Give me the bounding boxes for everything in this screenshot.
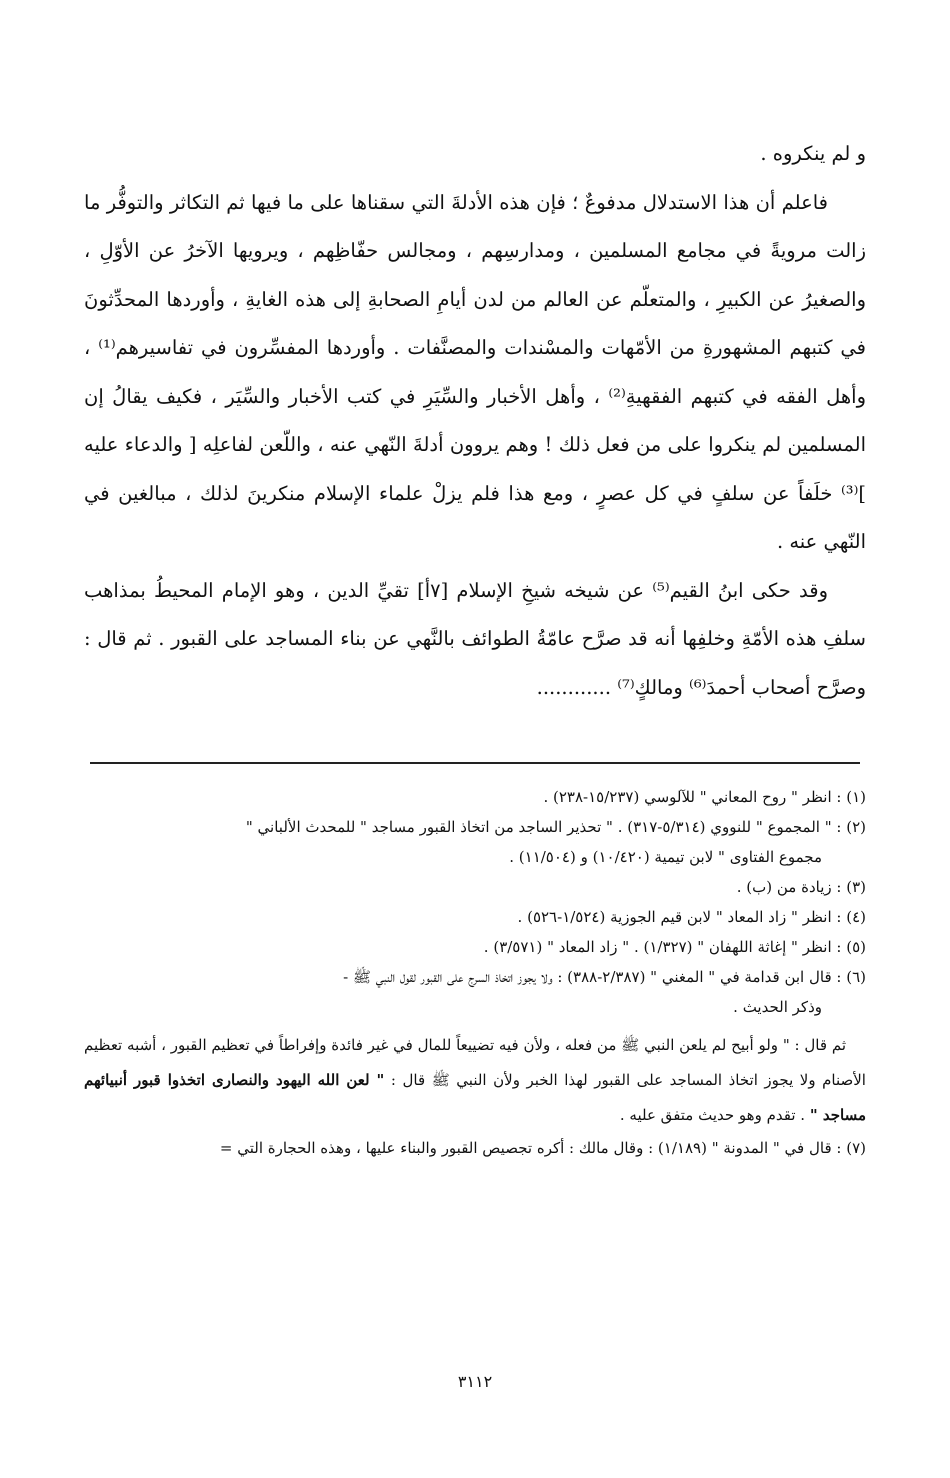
- footnote-3: (٣) : زيادة من (ب) .: [736, 878, 866, 896]
- footnote-6-quote-end: . تقدم وهو حديث متفق عليه .: [619, 1106, 810, 1124]
- footnote-6-quote-text: ثم قال : " ولو أبيح لم يلعن النبي ﷺ من فعله ، ولأن فيه تضييعاً للمال في غير فائدة وإفراطاً في تعظيم القبور ، أشبه تعظيم الأصنام ولا يجوز اتخاذ المساجد على القبور لهذا الخبر ولأن النبي ﷺ قال :: [84, 1036, 866, 1089]
- footnote-6: (٦) : قال ابن قدامة في " المغني " (٢/٣٨٧-٣٨٨) : ولا يجوز اتخاذ السرج على القبور لقول النبي ﷺ -: [343, 968, 866, 986]
- footnote-6-hadith: " لعن الله اليهود والنصارى اتخذوا قبور أنبيائهم مساجد ": [84, 1071, 866, 1124]
- paragraph-2: وقد حكى ابنُ القيم⁽⁵⁾ عن شيخه شيخِ الإسلام [٧أ] تقيِّ الدين ، وهو الإمام المحيطُ بمذاهب سلفِ هذه الأمّةِ وخلفِها أنه قد صرَّح عامّةُ الطوائف بالنَّهي عن بناء المساجد على القبور . ثم قال : وصرَّح أصحاب أحمدَ⁽⁶⁾ ومالكٍ⁽⁷⁾ ............: [84, 578, 866, 699]
- opening-line: و لم ينكروه .: [760, 142, 866, 165]
- footnote-5: (٥) : انظر " إغاثة اللهفان " (١/٣٢٧) . " زاد المعاد " (٣/٥٧١) .: [483, 938, 866, 956]
- footnote-7: (٧) : قال في " المدونة " (١/١٨٩) : وقال مالك : أكره تجصيص القبور والبناء عليها ، وهذه الحجارة التي =: [219, 1139, 866, 1157]
- footnote-2: (٢) : " المجموع " للنووي (٥/٣١٤-٣١٧) . " تحذير الساجد من اتخاذ القبور مساجد " للمحدث الألباني ": [245, 818, 866, 836]
- footnote-4: (٤) : انظر " زاد المعاد " لابن قيم الجوزية (١/٥٢٤-٥٢٦) .: [517, 908, 866, 926]
- page-number: ٣١١٢: [457, 1372, 493, 1391]
- footnote-separator: [90, 762, 860, 764]
- footnote-6-quote: [84, 1028, 866, 1133]
- main-text: [84, 130, 866, 712]
- footnotes: [84, 782, 866, 1163]
- footnote-6-continuation: وذكر الحديث .: [733, 998, 822, 1016]
- paragraph-1: فاعلم أن هذا الاستدلال مدفوعٌ ؛ فإن هذه الأدلةَ التي سقناها على ما فيها ثم التكاثر والتوفُّر ما زالت مرويةً في مجامع المسلمين ، ومدارسِهم ، ومجالس حفّاظِهم ، ويرويها الآخرُ عن الأوّلِ ، والصغيرُ عن الكبيرِ ، والمتعلّم عن العالم من لدن أيامِ الصحابةِ إلى هذه الغايةِ ، وأوردها المحدِّثونَ في كتبهم المشهورةِ من الأمّهات والمسْندات والمصنَّفات . وأوردها المفسِّرون في تفاسيرهم⁽¹⁾ ، وأهل الفقه في كتبهم الفقهيةِ⁽²⁾ ، وأهل الأخبار والسِّيَرِ في كتب الأخبار والسِّيَر ، فكيف يقالُ إن المسلمين لم ينكروا على من فعل ذلك ! وهم يروون أدلةَ النّهي عنه ، واللّعن لفاعلِه [ والدعاء عليه ]⁽³⁾ خلَفاً عن سلفٍ في كل عصرٍ ، ومع هذا فلم يزلْ علماء الإسلام منكرينَ لذلك ، مبالغين في النّهي عنه .: [84, 190, 866, 553]
- footnote-1: (١) : انظر " روح المعاني " للآلوسي (١٥/٢٣٧-٢٣٨) .: [543, 788, 866, 806]
- footnote-2-continuation: مجموع الفتاوى " لابن تيمية (١٠/٤٢٠) و (١١/٥٠٤) .: [509, 848, 822, 866]
